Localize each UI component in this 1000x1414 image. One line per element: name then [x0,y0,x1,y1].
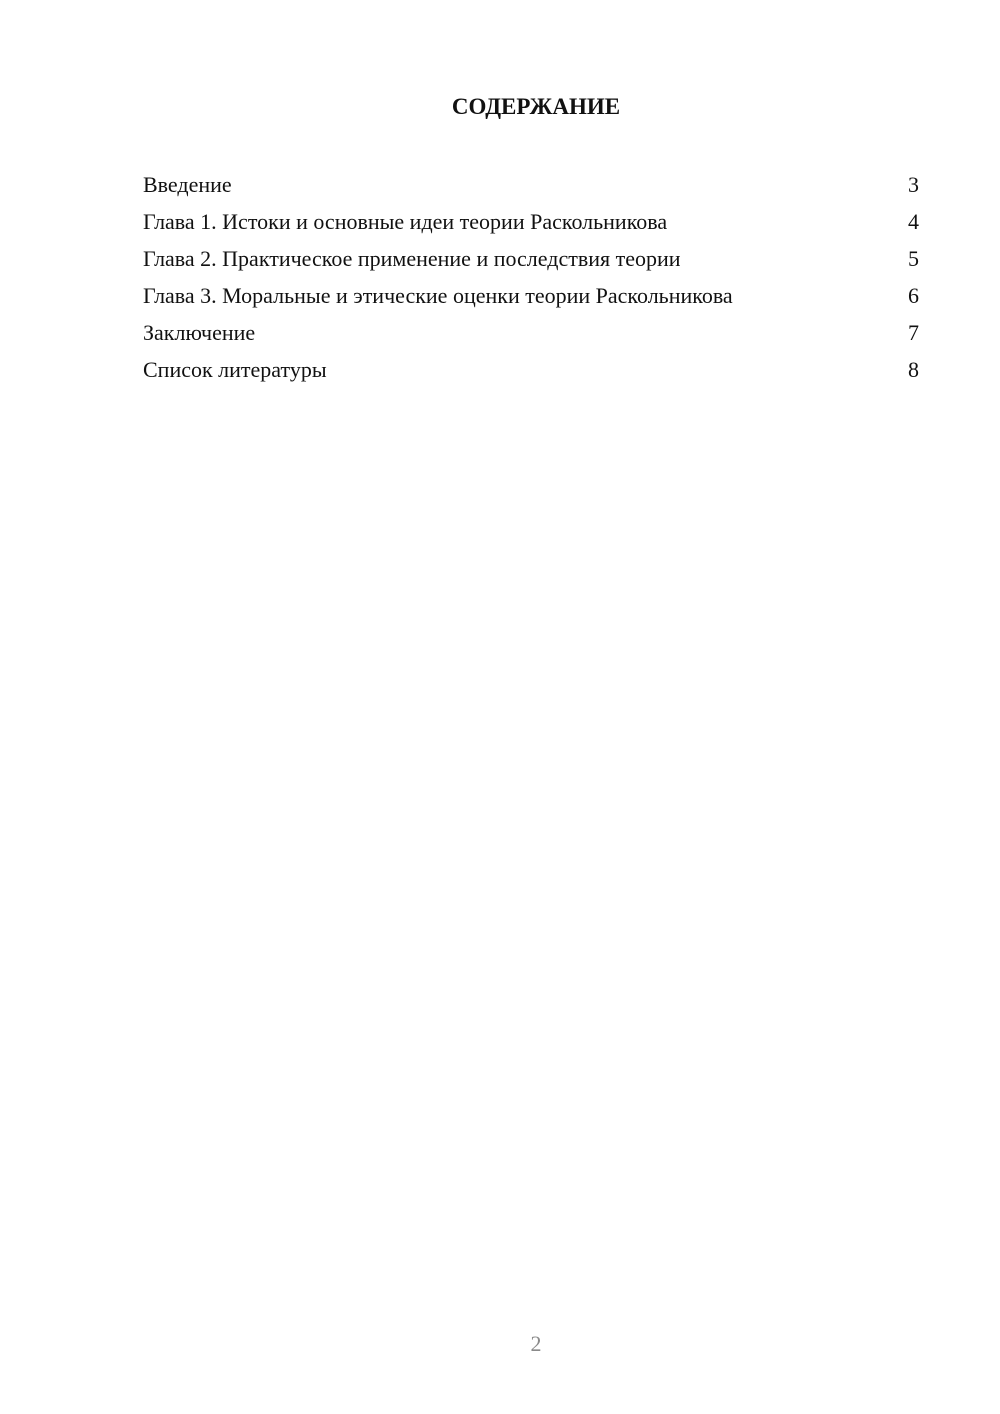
toc-entry-references[interactable] [143,355,919,392]
toc-heading: СОДЕРЖАНИЕ [451,94,621,119]
toc-entry-page: 7 [908,320,919,345]
toc-heading-container [0,94,1000,128]
table-of-contents [143,170,919,392]
toc-entry-label: Заключение [143,320,256,345]
toc-entry-conclusion[interactable] [143,318,919,355]
toc-entry-label: Введение [143,172,232,197]
toc-entry-label: Глава 2. Практическое применение и последствия теории [143,246,681,271]
toc-entry-label: Глава 1. Истоки и основные идеи теории Раскольникова [143,209,668,234]
toc-entry-page: 4 [908,209,919,234]
toc-entry-page: 8 [908,357,919,382]
toc-entry-page: 6 [908,283,919,308]
toc-entry-page: 3 [908,172,919,197]
page-number: 2 [530,1331,542,1356]
toc-entry-label: Глава 3. Моральные и этические оценки теории Раскольникова [143,283,733,308]
toc-entry-chapter-3[interactable] [143,281,919,318]
toc-entry-chapter-1[interactable] [143,207,919,244]
toc-entry-page: 5 [908,246,919,271]
toc-entry-chapter-2[interactable] [143,244,919,281]
toc-entry-introduction[interactable] [143,170,919,207]
toc-entry-label: Список литературы [143,357,327,382]
